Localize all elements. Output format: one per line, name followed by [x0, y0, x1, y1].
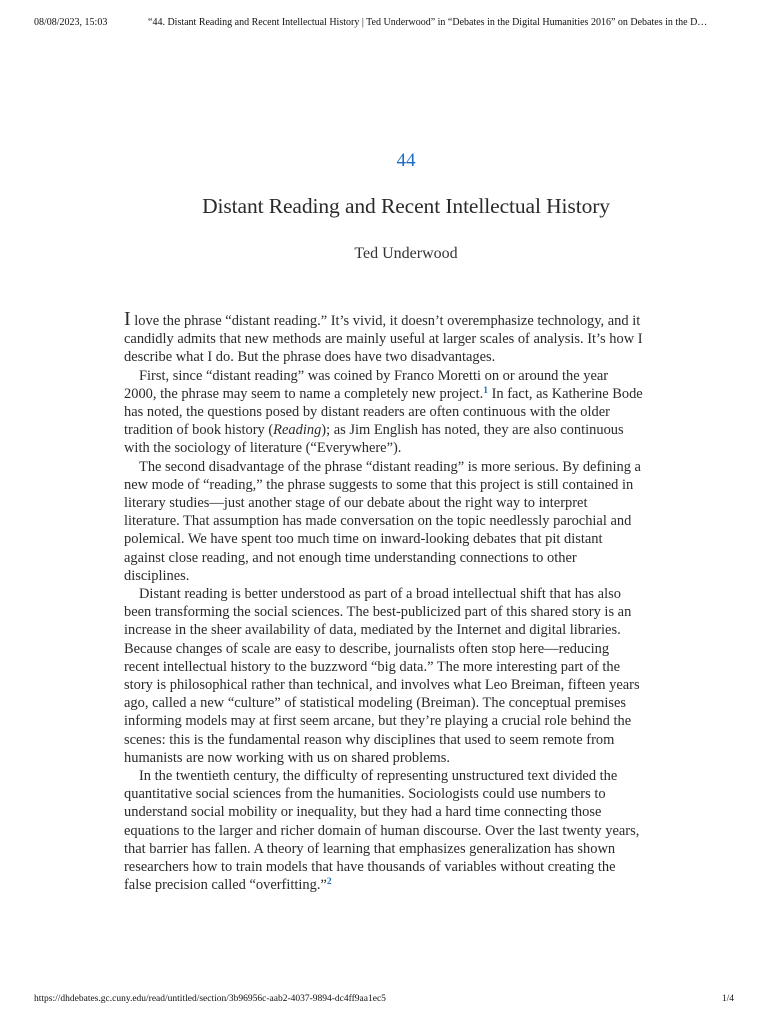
paragraph-4: Distant reading is better understood as part of a broad intellectual shift that has also been transforming the social sciences. The best-publicized part of this shared story is an increase in the sheer availability of data, mediated by the Internet and digital libraries. Because changes of scale are easy to describe, journalists often stop here—reducing recent intellectual history to the buzzword “big data.” The more interesting part of the story is philosophical rather than technical, and involves what Leo Breiman, fifteen years ago, called a new “culture” of statistical modeling (Breiman). The conceptual premises informing models may at first seem arcane, but they’re playing a crucial role behind the scenes: this is the fundamental reason why disciplines that used to seem remote from humanists are now working with us on shared problems. — [124, 586, 640, 766]
paragraph-5-text: In the twentieth century, the difficulty of representing unstructured text divided the quantitative social sciences from the humanities. Sociologists could use numbers to understand social mobility or inequality, but they had a hard time connecting those equations to the larger and richer domain of human discourse. Over the last twenty years, that barrier has fallen. A theory of learning that emphasizes generalization has shown researchers how to train models that have thousands of variables without creating the false precision called “overfitting.” — [124, 768, 640, 894]
print-url: https://dhdebates.gc.cuny.edu/read/untitled/section/3b96956c-aab2-4037-9894-dc4ff9aa1ec5 — [34, 994, 386, 1004]
footnote-1-link[interactable]: 1 — [483, 385, 488, 396]
print-timestamp: 08/08/2023, 15:03 — [34, 17, 108, 28]
chapter-number: 44 — [396, 150, 416, 171]
paragraph-1 — [124, 310, 644, 367]
author-name: Ted Underwood — [354, 245, 458, 262]
paragraph-2-text-c: ); as Jim English has noted, they are also continuous with the sociology of literature (“Everywhere”). — [124, 422, 624, 457]
footnote-2-link[interactable]: 2 — [326, 877, 332, 888]
citation-reading: Reading — [273, 422, 322, 439]
paragraph-3: The second disadvantage of the phrase “distant reading” is more serious. By defining a new mode of “reading,” the phrase suggests to some that this project is still contained in literary studies—just another stage of our debate about the right way to interpret literature. That assumption has made conversation on the topic needlessly parochial and polemical. We have spent too much time on inward-looking debates that pit distant against close reading, and not enough time understanding connections to other disciplines. — [124, 458, 641, 584]
drop-initial: I — [124, 308, 131, 330]
paragraph-2-text-b: In fact, as Katherine Bode has noted, the questions posed by distant readers are often continuous with the older tradition of book history ( — [124, 385, 643, 439]
paragraph-5 — [124, 767, 644, 894]
print-page-number: 1/4 — [721, 994, 734, 1004]
print-page-title: “44. Distant Reading and Recent Intellectual History | Ted Underwood” in “Debates in the Digital Humanities 2016” on Debates in the D… — [148, 17, 708, 28]
paragraph-1-text: love the phrase “distant reading.” It’s vivid, it doesn’t overemphasize technology, and it candidly admits that new methods are mainly useful at larger scales of analysis. It’s how I describe what I do. But the phrase does have two disadvantages. — [124, 313, 643, 366]
paragraph-2-text-a: First, since “distant reading” was coined by Franco Moretti on or around the year 2000, the phrase may seem to name a completely new project. — [124, 367, 609, 402]
chapter-body — [124, 310, 644, 895]
chapter-title: Distant Reading and Recent Intellectual History — [202, 194, 610, 218]
paragraph-2 — [124, 367, 644, 458]
